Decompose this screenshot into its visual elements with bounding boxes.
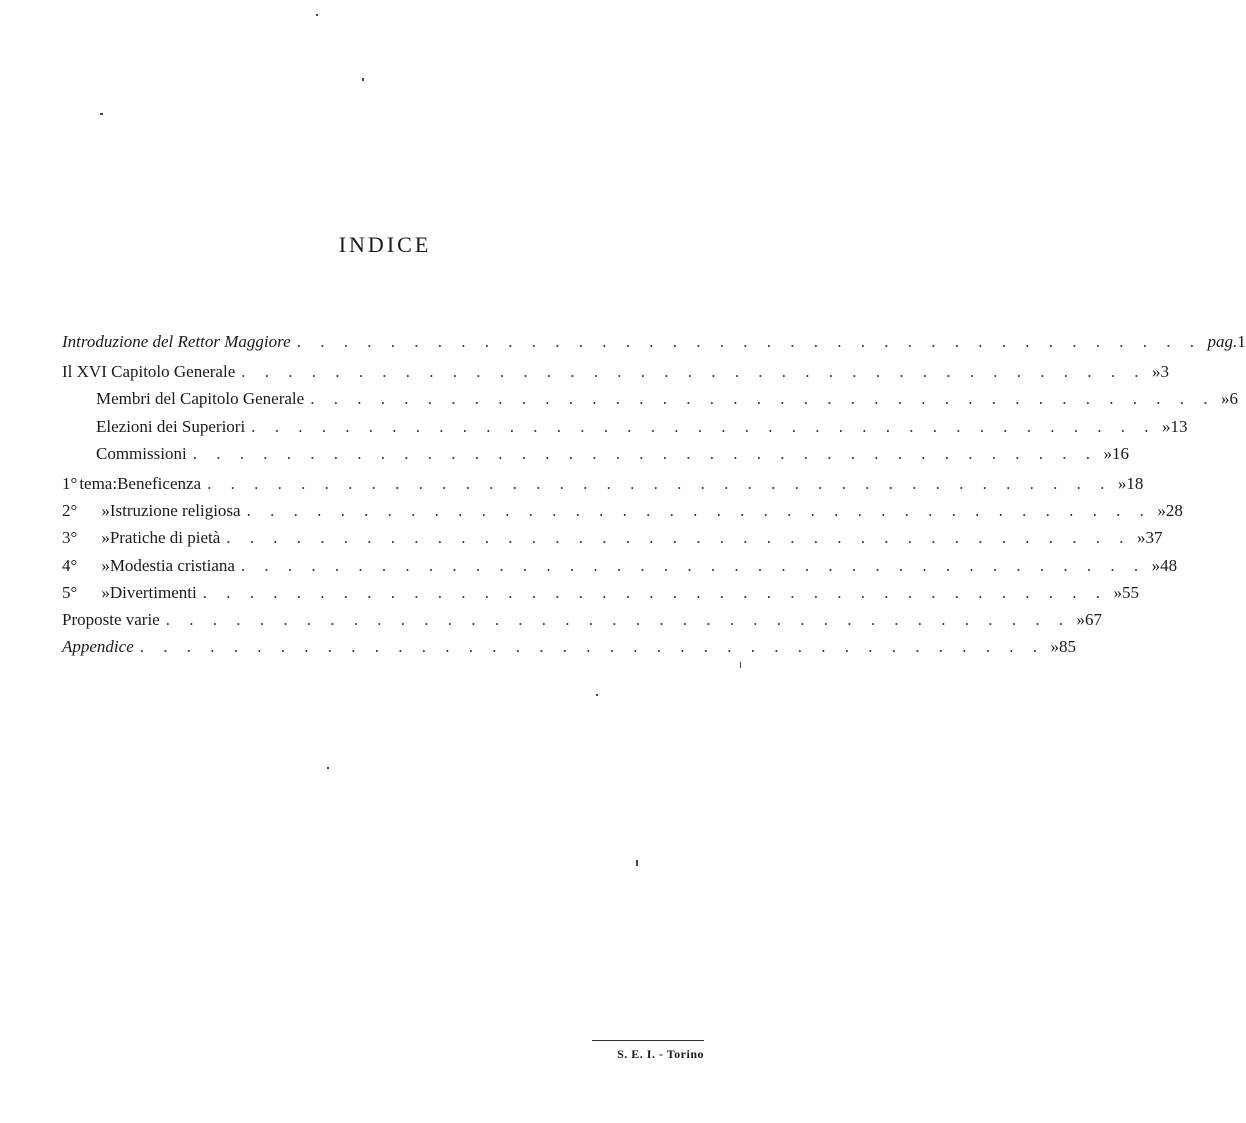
toc-entry-page-prefix: »	[1117, 473, 1127, 493]
toc-entry-page-prefix: »	[1113, 582, 1122, 602]
toc-entry-page-prefix: »	[1152, 362, 1161, 382]
toc-entry-title: Divertimenti	[109, 582, 197, 602]
dot-leader: . . . . . . . . . . . . . . . . . . . . . . . . . . . . . . . . . . . . . . .	[246, 501, 1152, 521]
toc-entry-theme-marker: »	[101, 582, 110, 602]
toc-entry	[62, 501, 1183, 528]
toc-entry-page-prefix: pag.	[1207, 332, 1238, 351]
toc-entry-page-number: 16	[1111, 443, 1129, 463]
dot-leader: . . . . . . . . . . . . . . . . . . . . . . . . . . . . . . . . . . . . . . .	[310, 389, 1215, 409]
toc-entry-title: Proposte varie	[62, 609, 160, 629]
toc-entry-page-prefix: »	[1220, 389, 1230, 409]
page-title: INDICE	[338, 232, 432, 257]
dot-leader: . . . . . . . . . . . . . . . . . . . . . . . . . . . . . . . . . . . . . . .	[240, 555, 1146, 575]
toc-entry-page-number: 1	[1237, 332, 1246, 351]
toc-entry-number: 4°	[62, 555, 78, 575]
toc-entry-title: Introduzione del Rettor Maggiore	[62, 332, 291, 351]
toc-entry-title: Commissioni	[96, 443, 187, 463]
toc-entry-page-prefix: »	[1157, 501, 1166, 521]
toc-entry	[62, 362, 1169, 389]
scan-speck	[316, 14, 318, 16]
scan-speck	[100, 113, 103, 115]
toc-entry-page-number: 67	[1084, 609, 1102, 629]
toc-entry-title: Modestia cristiana	[109, 555, 235, 575]
toc-entry-title: Appendice	[62, 637, 134, 657]
toc-entry-page-number: 48	[1160, 555, 1178, 575]
toc-entry-number: 3°	[62, 528, 78, 548]
toc-entry-page-prefix: »	[1151, 555, 1161, 575]
toc-entry-title: Membri del Capitolo Generale	[96, 389, 305, 409]
dot-leader: . . . . . . . . . . . . . . . . . . . . . . . . . . . . . . . . . . . . . . .	[207, 473, 1112, 493]
toc-entry	[62, 637, 1076, 664]
dot-leader: . . . . . . . . . . . . . . . . . . . . . . . . . . . . . . . . . . . . . . .	[202, 582, 1108, 602]
toc-entry-page-prefix: »	[1050, 637, 1059, 657]
dot-leader: . . . . . . . . . . . . . . . . . . . . . . . . . . . . . . . . . . . . . . .	[251, 416, 1156, 436]
dot-leader: . . . . . . . . . . . . . . . . . . . . . . . . . . . . . . . . . . . . . . .	[139, 637, 1045, 657]
dot-leader: . . . . . . . . . . . . . . . . . . . . . . . . . . . . . . . . . . . . . . .	[165, 609, 1071, 629]
toc-entry-title: Il XVI Capitolo Generale	[62, 362, 236, 382]
toc-entry-page-number: 3	[1160, 362, 1169, 382]
dot-leader: . . . . . . . . . . . . . . . . . . . . . . . . . . . . . . . . . . . . . . .	[226, 528, 1132, 548]
toc-entry-title: Istruzione religiosa	[109, 501, 241, 521]
toc-entry-page-number: 13	[1170, 416, 1188, 436]
toc-entry	[62, 332, 1246, 359]
toc-entry-title: Pratiche di pietà	[109, 528, 221, 548]
toc-entry-theme-marker: tema:	[79, 473, 118, 493]
toc-entry	[62, 555, 1178, 583]
toc-entry	[62, 389, 1238, 416]
toc-entry-page-number: 55	[1121, 582, 1139, 602]
toc-entry-page-number: 6	[1229, 389, 1238, 409]
toc-entry-page-prefix: »	[1076, 609, 1085, 629]
toc-entry-theme-marker: »	[101, 528, 110, 548]
toc-entry-page-number: 28	[1165, 501, 1183, 521]
toc-entry-title: Elezioni dei Superiori	[96, 416, 246, 436]
toc-entry	[62, 443, 1129, 471]
scan-speck	[740, 662, 741, 668]
toc-entry-number: 5°	[62, 582, 78, 602]
scan-speck	[636, 860, 638, 866]
toc-entry-number: 2°	[62, 501, 78, 521]
dot-leader: . . . . . . . . . . . . . . . . . . . . . . . . . . . . . . . . . . . . . . .	[192, 443, 1098, 463]
toc-entry-theme-marker: »	[101, 555, 110, 575]
toc-entry-page-prefix: »	[1161, 416, 1171, 436]
dot-leader: . . . . . . . . . . . . . . . . . . . . . . . . . . . . . . . . . . . . . . .	[296, 332, 1202, 351]
toc-entry	[62, 528, 1163, 555]
toc-entry-page-prefix: »	[1103, 443, 1112, 463]
toc-entry-theme-marker: »	[101, 501, 110, 521]
toc-entry	[62, 582, 1139, 610]
toc-entry-title: Beneficenza	[117, 473, 202, 493]
toc-entry-page-number: 85	[1059, 637, 1076, 657]
dot-leader: . . . . . . . . . . . . . . . . . . . . . . . . . . . . . . . . . . . . . . .	[241, 362, 1146, 382]
scan-speck	[327, 767, 329, 769]
scan-speck	[596, 694, 598, 696]
toc-entry-page-prefix: »	[1137, 528, 1146, 548]
toc-entry	[62, 416, 1188, 444]
scan-speck	[362, 78, 364, 81]
toc-entry	[62, 473, 1144, 501]
publisher-imprint: S. E. I. - Torino	[592, 1040, 704, 1062]
toc-entry-page-number: 18	[1126, 473, 1144, 493]
toc-entry-page-number: 37	[1145, 528, 1163, 548]
toc-entry	[62, 609, 1102, 637]
toc-entry-number: 1°	[62, 473, 78, 493]
table-of-contents	[62, 332, 1246, 664]
